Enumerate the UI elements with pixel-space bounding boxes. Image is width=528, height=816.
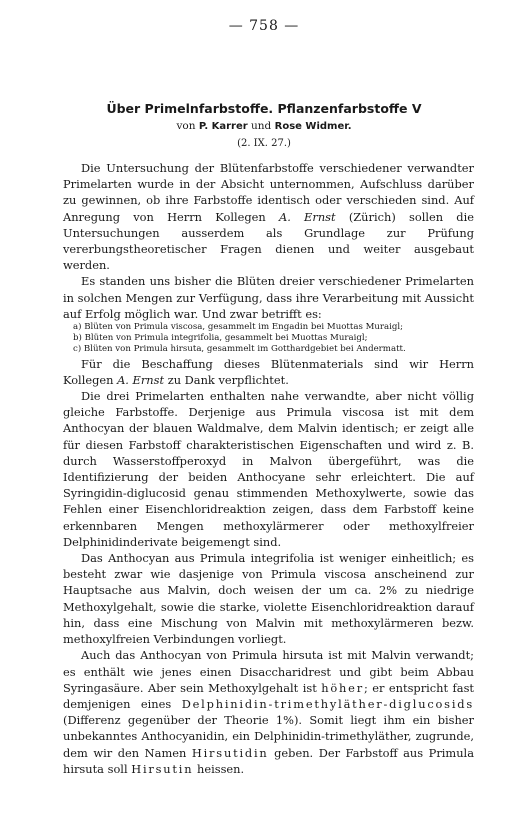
paragraph-6-text-b: ; er entspricht fast demjenigen eines (63, 680, 474, 711)
paragraph-3-text-a: Für die Beschaffung dieses Blütenmaterials sind wir Herrn Kollegen (63, 356, 474, 387)
article-title: Über Primelnfarbstoffe. Pflanzenfarbstoffe V (106, 101, 422, 116)
author-prefix: von (176, 120, 196, 132)
author-conjunction: und (251, 120, 272, 132)
paragraph-6-text-c: (Differenz gegenüber der Theorie 1%). Somit liegt ihm ein bisher unbekanntes Anthocyanidin, ein Delphinidin-trimethyläther, zugrunde, dem wir den Namen (63, 713, 474, 760)
author-line (0, 120, 528, 132)
paragraph-1 (63, 160, 474, 273)
person-name-ernst: A. Ernst (278, 209, 336, 224)
emphasis-compound: Delphinidin-trimethyläther-diglucosids (181, 696, 474, 711)
sample-list (63, 322, 474, 356)
list-item-b: b) Blüten von Primula integrifolia, gesammelt bei Muottas Muraigl; (73, 333, 368, 344)
paragraph-6-text-a: Auch das Anthocyan von Primula hirsuta ist mit Malvin verwandt; es enthält wie jenes einen Disaccharidrest und gibt beim Abbau Syringasäure. Aber sein Methoxylgehalt ist (63, 648, 474, 695)
list-item-c: c) Blüten von Primula hirsuta, gesammelt im Gotthardgebiet bei Andermatt. (73, 344, 406, 355)
paragraph-5: Das Anthocyan aus Primula integrifolia ist weniger einheitlich; es besteht zwar wie dasjenige von Primula viscosa anscheinend zur Hauptsache aus Malvin, doch weisen der um ca. 2% zu niedrige Methoxylgehalt, sowie die starke, violette Eisenchloridreaktion darauf hin, dass eine Mischung von Malvin mit methoxylärmeren bezw. methoxylfreien Verbindungen vorliegt. (63, 551, 474, 647)
paragraph-6-text-d: geben. Der Farbstoff aus Primula hirsuta soll (63, 745, 474, 776)
page-number: — 758 — (228, 18, 300, 34)
paragraph-1-text-a: Die Untersuchung der Blütenfarbstoffe verschiedener verwandter Primelarten wurde in der Absicht unternommen, Aufschluss darüber zu gewinnen, ob ihre Farbstoffe identisch oder verschieden sind. Auf Anregung von Herrn Kollegen (63, 161, 474, 224)
paragraph-3 (63, 356, 474, 388)
paragraph-4: Die drei Primelarten enthalten nahe verwandte, aber nicht völlig gleiche Farbstoffe. Derjenige aus Primula viscosa ist mit dem Anthocyan der blauen Waldmalve, dem Malvin identisch; er zeigt alle für diesen Farbstoff charakteristischen Eigenschaften und wird z. B. durch Wasserstoffperoxyd in Malvon übergeführt, was die Identifizierung der beiden Anthocyane sehr erleichtert. Die auf Syringidin-diglucosid genau stimmenden Methoxylwerte, sowie das Fehlen einer Eisenchloridreaktion zeigen, dass dem Farbstoff keine erkennbaren Mengen methoxylärmerer oder methoxylfreier Delphinidinderivate beigemengt sind. (63, 389, 474, 549)
article-body (63, 160, 474, 777)
emphasis-hirsutidin: Hirsutidin (191, 745, 269, 760)
author-karrer: P. Karrer (198, 121, 248, 132)
author-widmer: Rose Widmer. (274, 121, 352, 132)
paragraph-6 (63, 647, 474, 777)
person-name-ernst-2: A. Ernst (117, 372, 165, 387)
paragraph-1-text-b: (Zürich) sollen die Untersuchungen ausserdem als Grundlage zur Prüfung vererbungstheoretischer Fragen dienen und weiter ausgebaut werden. (63, 209, 474, 273)
list-item-a: a) Blüten von Primula viscosa, gesammelt im Engadin bei Muottas Muraigl; (73, 322, 404, 333)
emphasis-hoeher: höher (321, 680, 364, 695)
paragraph-3-text-b: zu Dank verpflichtet. (164, 372, 289, 387)
received-date: (2. IX. 27.) (237, 138, 291, 149)
emphasis-hirsutin: Hirsutin (131, 761, 194, 776)
paragraph-2: Es standen uns bisher die Blüten dreier verschiedener Primelarten in solchen Mengen zur Verfügung, dass ihre Verarbeitung mit Aussicht auf Erfolg möglich war. Und zwar betrifft es: (63, 274, 474, 321)
paragraph-6-text-e: heissen. (193, 761, 245, 776)
